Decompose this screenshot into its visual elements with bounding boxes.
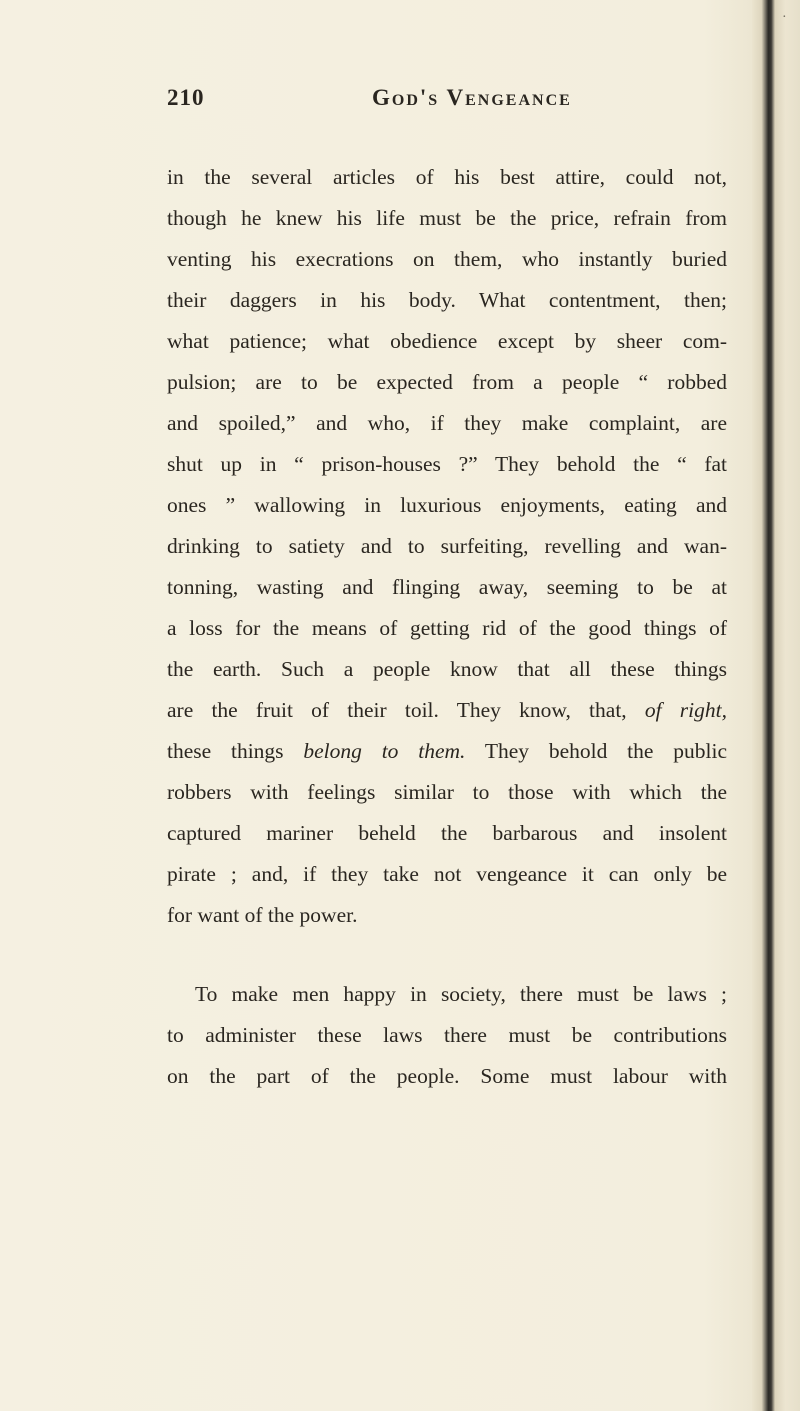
text-line: pulsion; are to be expected from a people “ robbed xyxy=(167,370,727,394)
text-line: the earth. Such a people know that all these things xyxy=(167,657,727,681)
text-line: shut up in “ prison-houses ?” They behold the “ fat xyxy=(167,452,727,476)
text-line: To make men happy in society, there must be laws ; xyxy=(195,982,727,1006)
text-line: for want of the power. xyxy=(167,903,358,927)
text-line xyxy=(167,731,727,772)
text-run: are the fruit of their toil. They know, that, xyxy=(167,698,645,722)
paragraph-gap xyxy=(167,936,727,974)
page-header xyxy=(167,85,727,125)
text-line: and spoiled,” and who, if they make complaint, are xyxy=(167,411,727,435)
text-line: their daggers in his body. What contentment, then; xyxy=(167,288,727,312)
text-line: ones ” wallowing in luxurious enjoyments, eating and xyxy=(167,493,727,517)
text-line: captured mariner beheld the barbarous and insolent xyxy=(167,821,727,845)
page-number: 210 xyxy=(167,85,205,110)
gutter-mark: · xyxy=(782,10,787,25)
italic-run: of right, xyxy=(644,698,727,722)
book-gutter xyxy=(752,0,800,1411)
body-text xyxy=(167,157,727,1097)
text-line xyxy=(167,690,727,731)
text-line: pirate ; and, if they take not vengeance it can only be xyxy=(167,862,727,886)
text-run: They behold the public xyxy=(465,739,727,763)
text-line: though he knew his life must be the price, refrain from xyxy=(167,206,727,230)
text-line: a loss for the means of getting rid of the good things of xyxy=(167,616,727,640)
text-line: tonning, wasting and flinging away, seeming to be at xyxy=(167,575,727,599)
text-line: venting his execrations on them, who instantly buried xyxy=(167,247,727,271)
running-head: God's Vengeance xyxy=(372,85,572,110)
italic-run: belong to them. xyxy=(303,739,466,763)
text-line: drinking to satiety and to surfeiting, revelling and wan- xyxy=(167,534,727,558)
text-run: these things xyxy=(167,739,304,763)
text-line: what patience; what obedience except by sheer com- xyxy=(167,329,727,353)
text-line: on the part of the people. Some must labour with xyxy=(167,1064,727,1088)
text-line: to administer these laws there must be contributions xyxy=(167,1023,727,1047)
text-line: robbers with feelings similar to those with which the xyxy=(167,780,727,804)
text-line: in the several articles of his best attire, could not, xyxy=(167,165,727,189)
